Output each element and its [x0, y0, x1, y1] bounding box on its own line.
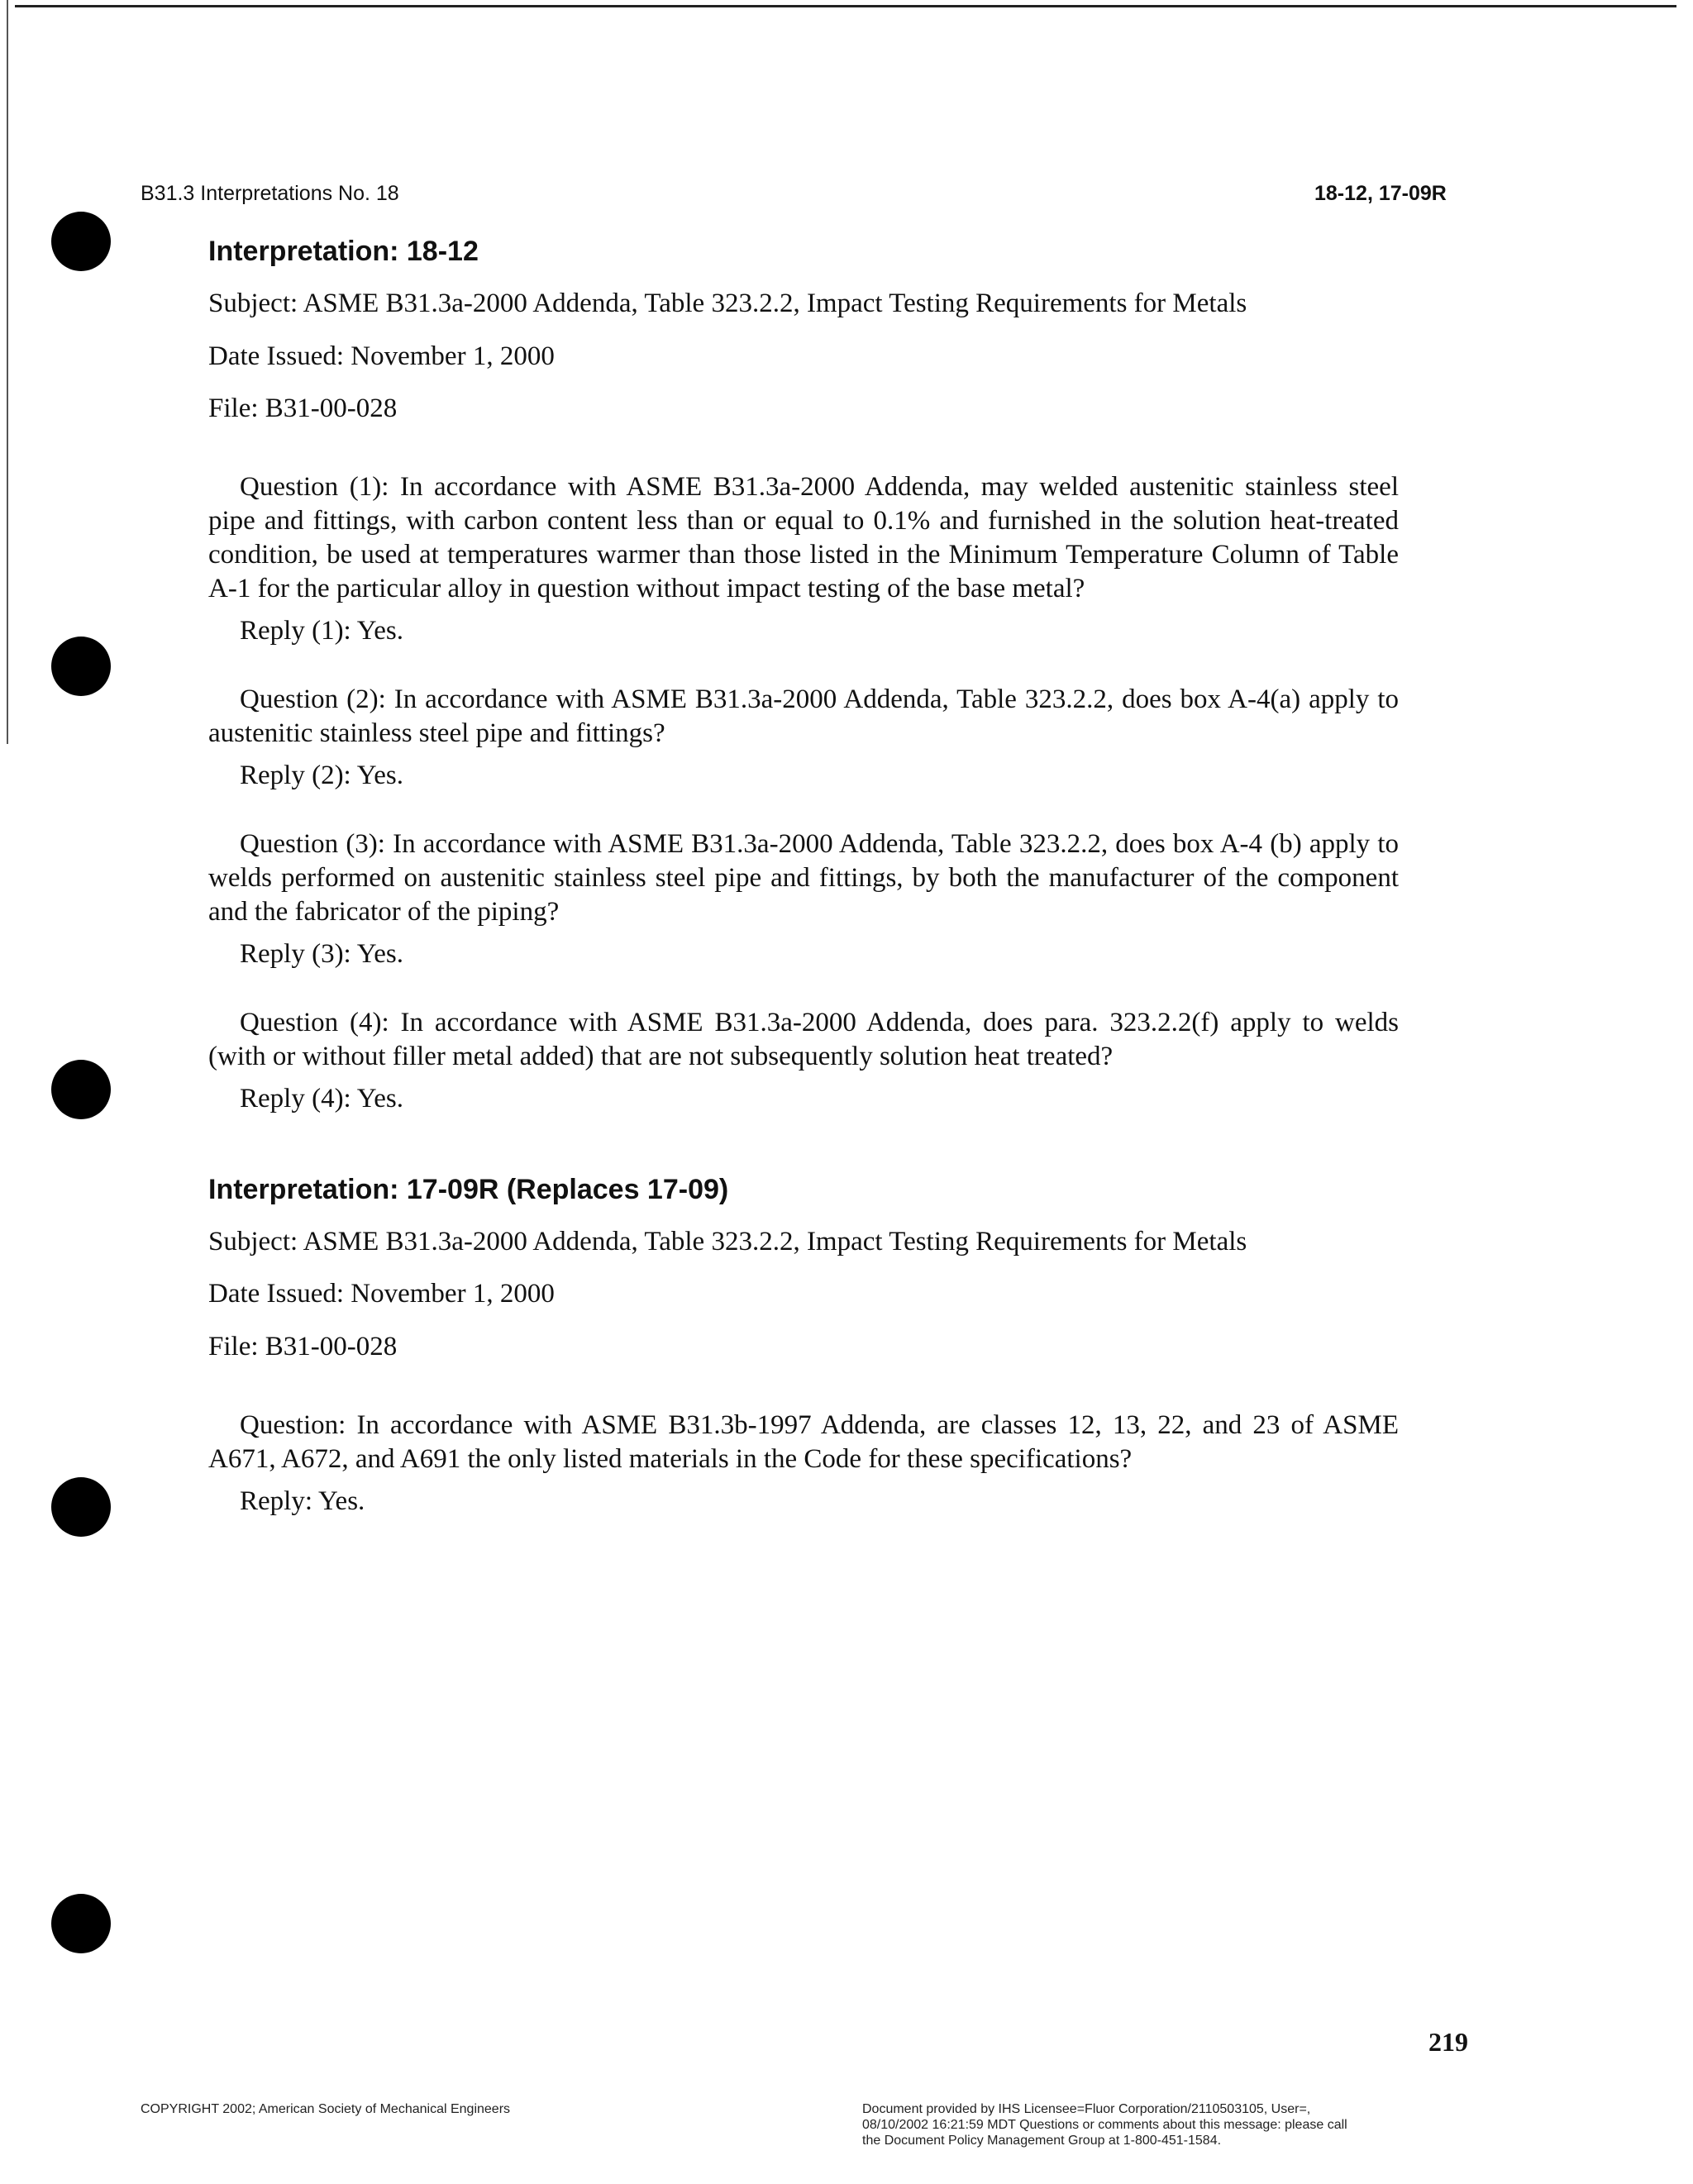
- file-line: File: B31-00-028: [208, 393, 398, 424]
- reply-text: Reply: Yes.: [240, 1485, 365, 1516]
- page-number: 219: [1428, 2027, 1468, 2057]
- interpretation-section: [208, 1174, 1399, 1519]
- interpretation-heading: Interpretation: 18-12: [208, 236, 479, 267]
- binder-hole: [51, 1060, 111, 1119]
- reply-text: Reply (1): Yes.: [240, 615, 404, 646]
- reply-text: Reply (2): Yes.: [240, 760, 404, 790]
- subject-line: Subject: ASME B31.3a-2000 Addenda, Table 323.2.2, Impact Testing Requirements for Metals: [208, 1226, 1247, 1257]
- document-provider-footer: [862, 2101, 1400, 2148]
- date-issued-line: Date Issued: November 1, 2000: [208, 1279, 555, 1309]
- running-head-right: 18-12, 17-09R: [1314, 182, 1447, 205]
- binder-hole: [51, 637, 111, 696]
- file-line: File: B31-00-028: [208, 1331, 398, 1361]
- footer-line: 08/10/2002 16:21:59 MDT Questions or comments about this message: please call: [862, 2118, 1347, 2132]
- question-text: Question: In accordance with ASME B31.3b-1997 Addenda, are classes 12, 13, 22, and 23 of ASME A671, A672, and A691 the only listed materials in the Code for these specifications?: [208, 1409, 1399, 1474]
- footer-line: the Document Policy Management Group at 1-800-451-1584.: [862, 2134, 1222, 2148]
- interpretation-heading: Interpretation: 17-09R (Replaces 17-09): [208, 1173, 729, 1205]
- interpretation-section: [208, 236, 1399, 1116]
- running-head-left: B31.3 Interpretations No. 18: [141, 182, 399, 205]
- copyright-footer: COPYRIGHT 2002; American Society of Mechanical Engineers: [141, 2102, 511, 2116]
- question-text: Question (2): In accordance with ASME B31.3a-2000 Addenda, Table 323.2.2, does box A-4(a) apply to austenitic stainless steel pipe and fittings?: [208, 684, 1399, 748]
- question-text: Question (1): In accordance with ASME B31.3a-2000 Addenda, may welded austenitic stainless steel pipe and fittings, with carbon content less than or equal to 0.1% and furnished in the solution heat-treated condition, be used at temperatures warmer than those listed in the Minimum Temperature Column of Table A-1 for the particular alloy in question without impact testing of the base metal?: [208, 471, 1399, 603]
- top-border-line: [15, 5, 1676, 7]
- binder-hole: [51, 1894, 111, 1953]
- footer-line: Document provided by IHS Licensee=Fluor Corporation/2110503105, User=,: [862, 2102, 1311, 2116]
- main-content: [208, 236, 1399, 1519]
- binder-hole: [51, 1477, 111, 1537]
- date-issued-line: Date Issued: November 1, 2000: [208, 341, 555, 371]
- binder-hole: [51, 212, 111, 271]
- subject-line: Subject: ASME B31.3a-2000 Addenda, Table 323.2.2, Impact Testing Requirements for Metals: [208, 288, 1247, 318]
- reply-text: Reply (4): Yes.: [240, 1083, 404, 1113]
- reply-text: Reply (3): Yes.: [240, 938, 404, 969]
- question-text: Question (3): In accordance with ASME B31.3a-2000 Addenda, Table 323.2.2, does box A-4 (b) apply to welds performed on austenitic stainless steel pipe and fittings, by both the manufacturer of the component and the fabricator of the piping?: [208, 828, 1399, 927]
- question-text: Question (4): In accordance with ASME B31.3a-2000 Addenda, does para. 323.2.2(f) apply to welds (with or without filler metal added) that are not subsequently solution heat treated?: [208, 1007, 1399, 1071]
- left-border-line: [7, 0, 8, 744]
